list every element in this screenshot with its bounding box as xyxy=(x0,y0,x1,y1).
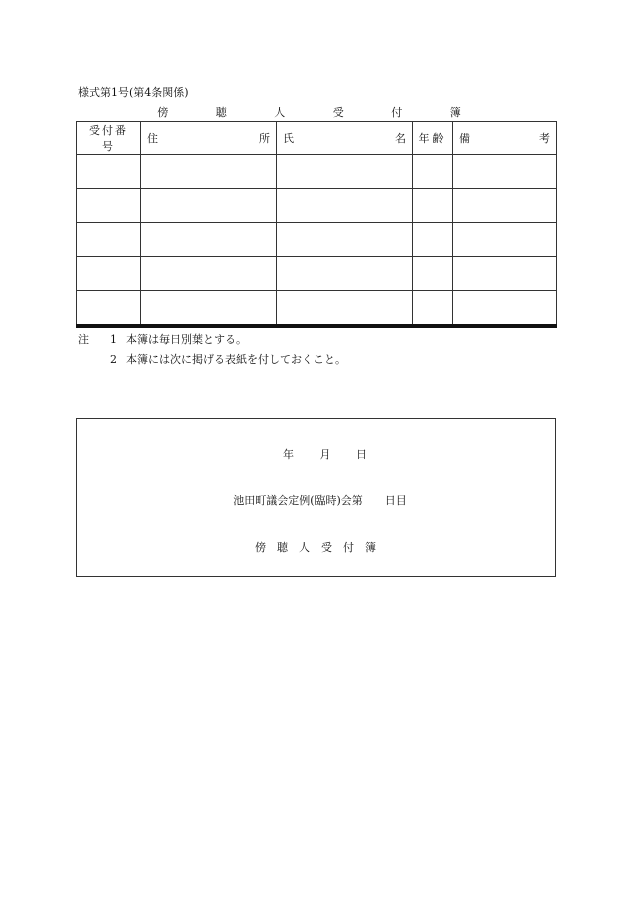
note-text: 本簿には次に掲げる表紙を付しておくこと。 xyxy=(126,353,346,366)
cell-remarks[interactable] xyxy=(453,223,557,257)
header-remarks: 備 考 xyxy=(453,122,557,155)
table-row xyxy=(77,155,557,189)
cover-title: 傍聴人受付簿 xyxy=(255,541,387,554)
note-prefix: 注 xyxy=(78,333,89,346)
cell-age[interactable] xyxy=(413,189,453,223)
cell-age[interactable] xyxy=(413,155,453,189)
cell-name[interactable] xyxy=(277,223,413,257)
cell-address[interactable] xyxy=(141,291,277,327)
cell-remarks[interactable] xyxy=(453,189,557,223)
note-item xyxy=(78,350,346,370)
cell-remarks[interactable] xyxy=(453,155,557,189)
form-label: 様式第1号(第4条関係) xyxy=(78,86,189,99)
cell-name[interactable] xyxy=(277,189,413,223)
cell-address[interactable] xyxy=(141,257,277,291)
header-name: 氏 名 xyxy=(277,122,413,155)
note-number: 1 xyxy=(110,333,117,346)
cell-age[interactable] xyxy=(413,257,453,291)
cell-address[interactable] xyxy=(141,223,277,257)
cell-receipt-number[interactable] xyxy=(77,189,141,223)
cell-name[interactable] xyxy=(277,257,413,291)
notes xyxy=(78,330,346,370)
table-row xyxy=(77,291,557,327)
table-row xyxy=(77,223,557,257)
cell-remarks[interactable] xyxy=(453,291,557,327)
cell-age[interactable] xyxy=(413,291,453,327)
note-item xyxy=(78,330,346,350)
header-age: 年齢 xyxy=(413,122,453,155)
cover-session-line: 池田町議会定例(臨時)会第 日目 xyxy=(233,494,407,507)
cover-sample xyxy=(76,418,556,577)
cell-address[interactable] xyxy=(141,189,277,223)
register-title: 傍 聴 人 受 付 簿 xyxy=(157,106,483,119)
header-address: 住 所 xyxy=(141,122,277,155)
cell-receipt-number[interactable] xyxy=(77,223,141,257)
cell-remarks[interactable] xyxy=(453,257,557,291)
cell-receipt-number[interactable] xyxy=(77,155,141,189)
table-header-row xyxy=(77,122,557,155)
register-table xyxy=(76,121,557,328)
cell-receipt-number[interactable] xyxy=(77,291,141,327)
note-text: 本簿は毎日別葉とする。 xyxy=(126,333,247,346)
header-receipt-number: 受付番号 xyxy=(77,122,141,155)
cell-address[interactable] xyxy=(141,155,277,189)
note-number: 2 xyxy=(110,353,117,366)
cell-name[interactable] xyxy=(277,155,413,189)
cell-name[interactable] xyxy=(277,291,413,327)
table-row xyxy=(77,257,557,291)
cover-date-line: 年 月 日 xyxy=(283,448,367,461)
cell-receipt-number[interactable] xyxy=(77,257,141,291)
cell-age[interactable] xyxy=(413,223,453,257)
table-row xyxy=(77,189,557,223)
